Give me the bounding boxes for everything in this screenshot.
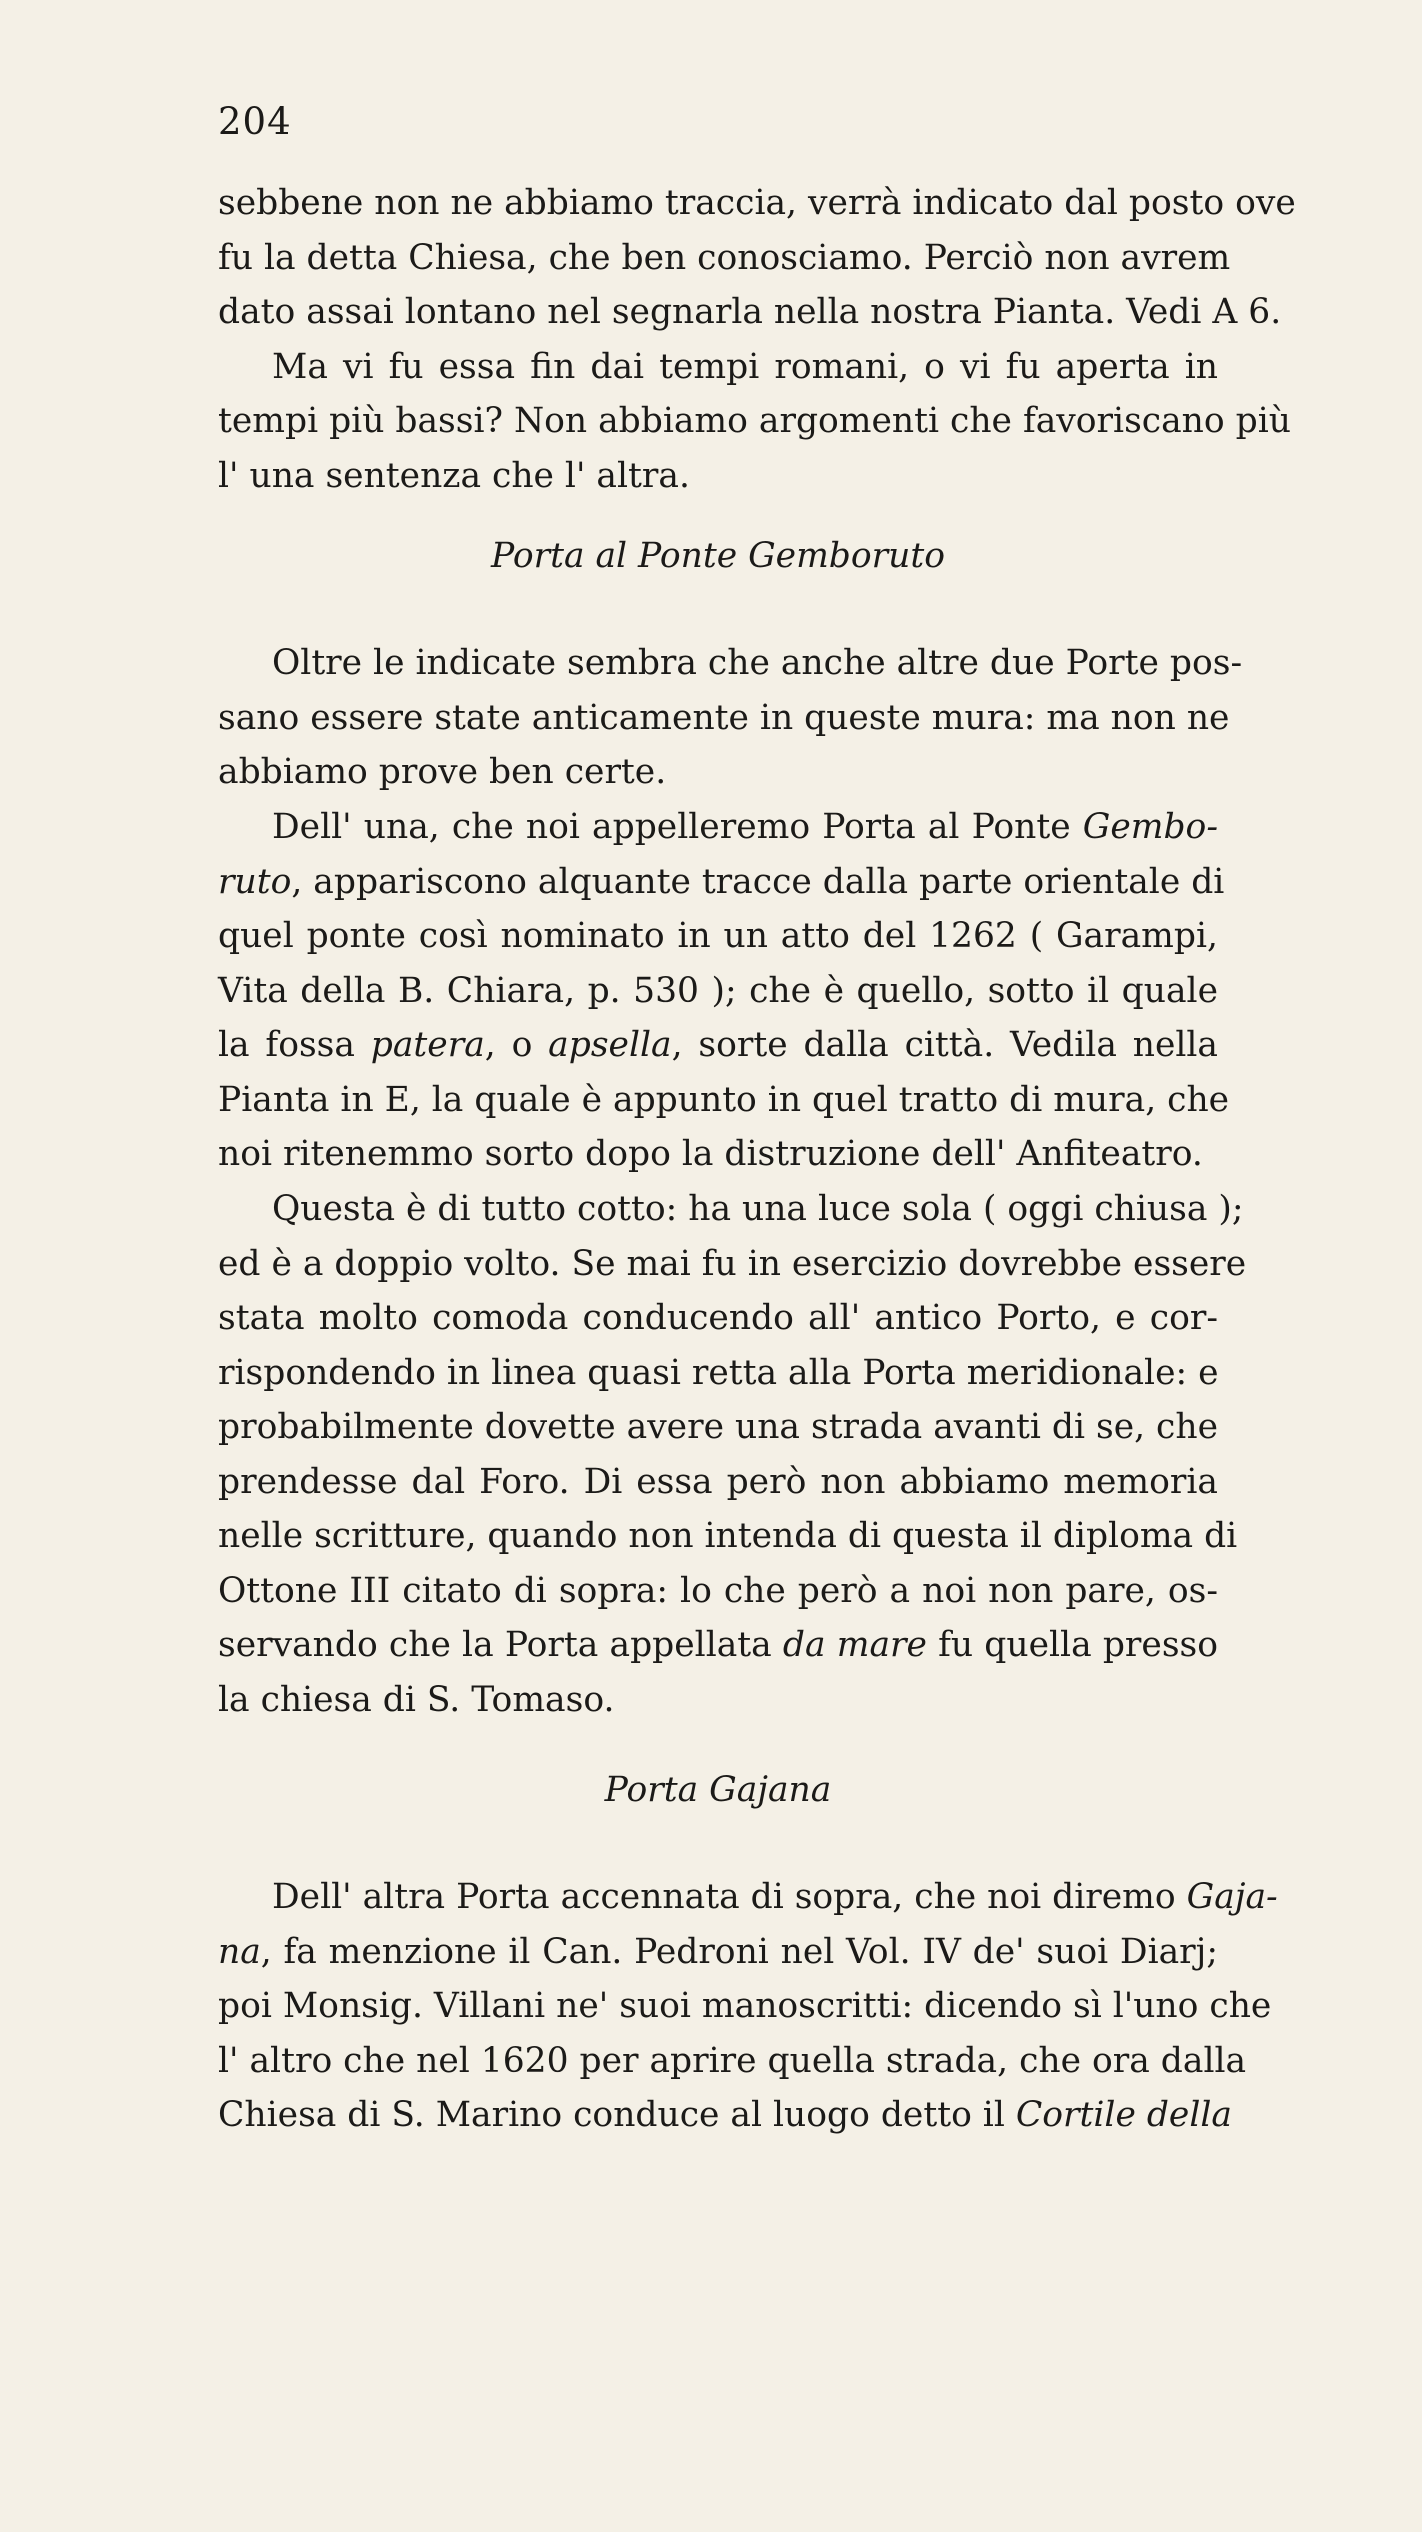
text-line: dato assai lontano nel segnarla nella nostra Pianta. Vedi A 6. (218, 292, 1282, 332)
italic-term: na (218, 1931, 261, 1972)
text-line: fu la detta Chiesa, che ben conosciamo. Perciò non avrem (218, 237, 1231, 278)
text-line: abbiamo prove ben certe. (218, 752, 667, 792)
paragraph-1 (218, 176, 1296, 503)
text-line: poi Monsig. Villani ne' suoi manoscritti: dicendo sì l'uno che (218, 1986, 1272, 2026)
text-run: Dell' altra Porta accennata di sopra, che noi diremo (272, 1877, 1187, 1917)
text-line (218, 1925, 1218, 1980)
text-line: prendesse dal Foro. Di essa però non abbiamo memoria (218, 1461, 1218, 1502)
page-number: 204 (218, 100, 292, 143)
text-line (218, 2088, 1232, 2143)
text-line (218, 855, 1225, 910)
paragraph-4 (218, 1182, 1247, 1727)
text-line: Ma vi fu essa fin dai tempi romani, o vi fu aperta in (272, 346, 1218, 387)
text-line: quel ponte così nominato in un atto del 1262 ( Garampi, (218, 916, 1218, 956)
text-run: Chiesa di S. Marino conduce al luogo detto il (218, 2095, 1016, 2135)
section-heading-ponte-gemboruto: Porta al Ponte Gemboruto (491, 536, 945, 576)
text-run: Dell' una, che noi appelleremo Porta al Ponte (272, 807, 1083, 847)
italic-term: apsella (548, 1025, 672, 1065)
italic-term: patera (370, 1025, 485, 1065)
italic-term: da mare (782, 1625, 927, 1665)
text-line: probabilmente dovette avere una strada avanti di se, che (218, 1407, 1219, 1447)
text-line: sebbene non ne abbiamo traccia, verrà indicato dal posto ove (218, 183, 1296, 223)
text-run: la fossa (218, 1025, 371, 1065)
text-run: , appariscono alquante tracce dalla parte orientale di (291, 861, 1225, 902)
text-line (218, 1018, 1218, 1073)
text-run: , o (484, 1025, 549, 1065)
text-line: l' altro che nel 1620 per aprire quella strada, che ora dalla (218, 2040, 1247, 2081)
text-line: l' una sentenza che l' altra. (218, 455, 690, 496)
text-line: rispondendo in linea quasi retta alla Porta meridionale: e (218, 1352, 1219, 1393)
text-line: la chiesa di S. Tomaso. (218, 1679, 615, 1720)
text-run: fu quella presso (926, 1625, 1218, 1665)
text-line (218, 1870, 1278, 1925)
text-line: Vita della B. Chiara, p. 530 ); che è quello, sotto il quale (218, 970, 1218, 1011)
text-line: Oltre le indicate sembra che anche altre due Porte pos- (272, 643, 1243, 683)
italic-term: ruto (218, 861, 292, 902)
paragraph-5 (218, 1870, 1278, 2143)
paragraph-2 (218, 636, 1243, 800)
text-line: noi ritenemmo sorto dopo la distruzione dell' Anfiteatro. (218, 1134, 1203, 1174)
text-run: , fa menzione il Can. Pedroni nel Vol. IV de' suoi Diarj; (260, 1931, 1218, 1972)
section-heading-porta-gajana: Porta Gajana (604, 1770, 832, 1810)
text-line: sano essere state anticamente in queste mura: ma non ne (218, 697, 1230, 738)
text-line (218, 1618, 1218, 1673)
text-line: tempi più bassi? Non abbiamo argomenti che favoriscano più (218, 401, 1291, 441)
italic-term: Gaja- (1186, 1877, 1278, 1917)
text-line: ed è a doppio volto. Se mai fu in esercizio dovrebbe essere (218, 1243, 1247, 1284)
italic-term: Cortile della (1015, 2095, 1232, 2135)
paragraph-3 (218, 800, 1230, 1182)
text-run: , sorte dalla città. Vedila nella (671, 1025, 1218, 1065)
text-line (218, 800, 1218, 855)
italic-term: Gembo- (1082, 807, 1218, 847)
text-line: stata molto comoda conducendo all' antico Porto, e cor- (218, 1298, 1218, 1338)
text-line: Pianta in E, la quale è appunto in quel tratto di mura, che (218, 1079, 1230, 1120)
text-line: Ottone III citato di sopra: lo che però a noi non pare, os- (218, 1570, 1218, 1611)
text-line: Questa è di tutto cotto: ha una luce sola ( oggi chiusa ); (272, 1189, 1244, 1229)
text-line: nelle scritture, quando non intenda di questa il diploma di (218, 1516, 1238, 1556)
text-run: servando che la Porta appellata (218, 1625, 783, 1665)
